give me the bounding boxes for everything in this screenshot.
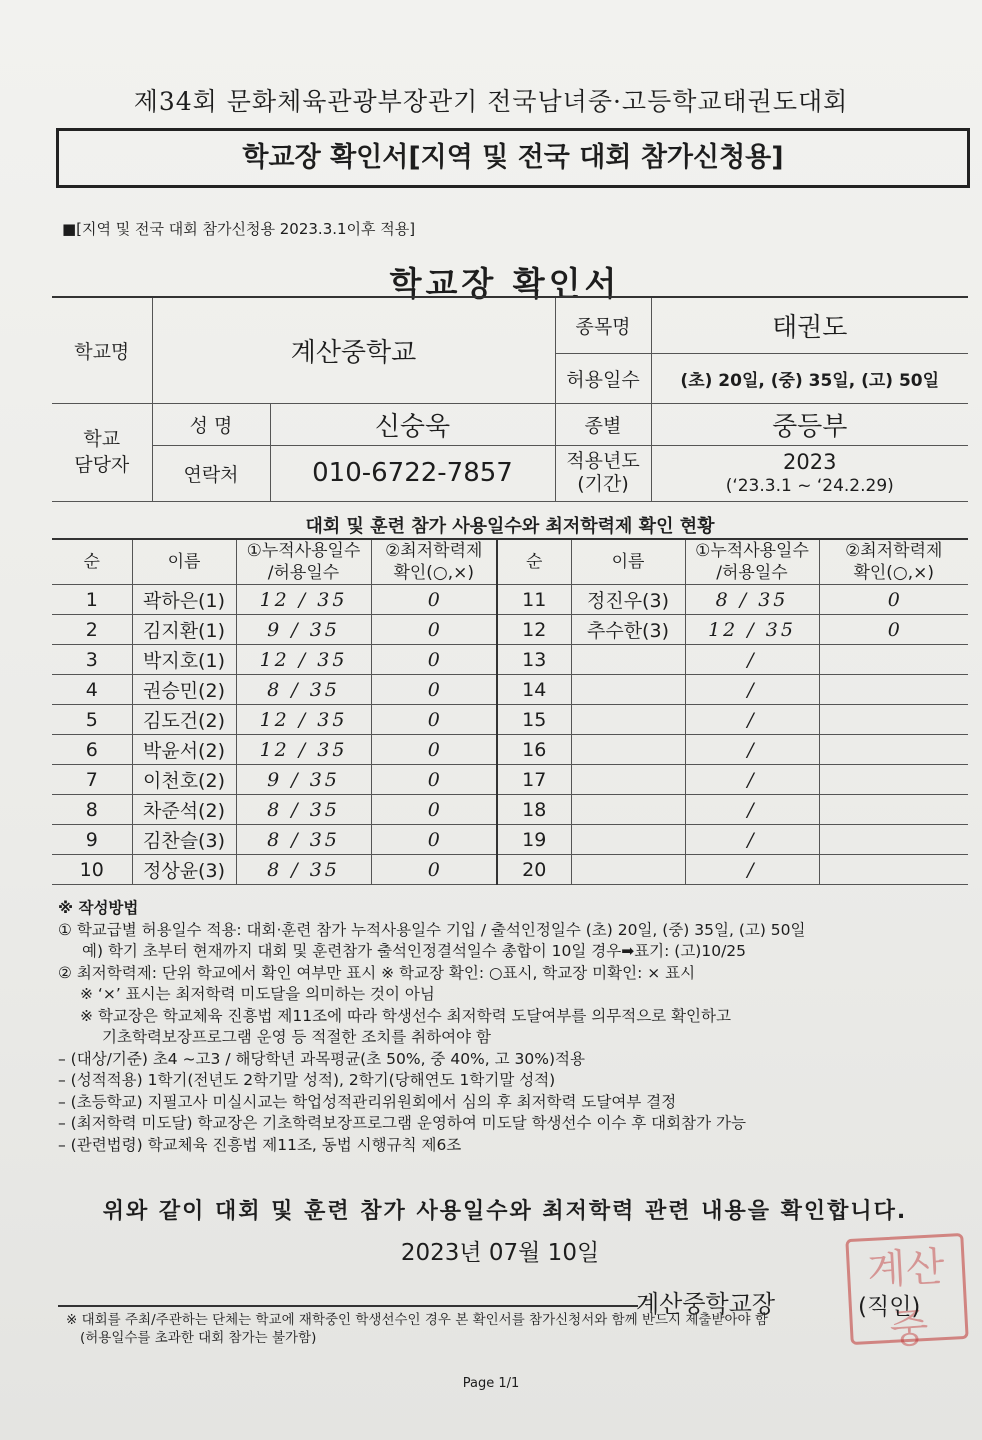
used-days: /: [685, 855, 819, 885]
allowed-days-label: 허용일수: [555, 353, 651, 403]
used-days: 9 / 35: [236, 615, 371, 645]
academic-check: 0: [819, 585, 968, 615]
used-days: /: [685, 765, 819, 795]
apply-note: ■[지역 및 전국 대회 참가신청용 2023.3.1이후 적용]: [62, 220, 416, 238]
used-days: /: [685, 735, 819, 765]
row-number: 15: [497, 705, 571, 735]
division-label: 종별: [555, 403, 651, 445]
table-row: [52, 855, 968, 885]
roster-title: 대회 및 훈련 참가 사용일수와 최저학력제 확인 현황: [305, 516, 715, 537]
used-days: 12 / 35: [685, 615, 819, 645]
row-number: 7: [52, 765, 132, 795]
athlete-name: [571, 645, 685, 675]
table-row: [52, 585, 968, 615]
header-name: 이름: [132, 539, 236, 585]
official-seal: 계산중: [845, 1233, 968, 1345]
academic-check: 0: [371, 765, 497, 795]
header-check: ②최저학력제 확인(○,×): [819, 539, 968, 585]
athlete-name: 이천호(2): [132, 765, 236, 795]
detail-5: – (관련법령) 학교체육 진흥법 제11조, 동법 시행규칙 제6조: [58, 1135, 462, 1154]
footnote-divider: [58, 1305, 638, 1307]
document-title: 학교장 확인서: [389, 264, 621, 303]
athlete-name: 박지호(1): [132, 645, 236, 675]
row-number: 16: [497, 735, 571, 765]
academic-check: [819, 735, 968, 765]
used-days: 8 / 35: [236, 855, 371, 885]
header-check: ②최저학력제 확인(○,×): [371, 539, 497, 585]
row-number: 11: [497, 585, 571, 615]
detail-2: – (성적적용) 1학기(전년도 2학기말 성적), 2학기(당해연도 1학기말 성적): [58, 1071, 556, 1089]
school-name-value: 계산중학교: [152, 297, 555, 403]
row-number: 18: [497, 795, 571, 825]
row-number: 8: [52, 795, 132, 825]
note-1b: 예) 학기 초부터 현재까지 대회 및 훈련참가 출석인정결석일수 총합이 10일 경우➡표기: (고)10/25: [82, 942, 747, 960]
row-number: 5: [52, 705, 132, 735]
issue-date: 2023년 07월 10일: [400, 1240, 600, 1266]
used-days: 12 / 35: [236, 735, 371, 765]
athlete-name: [571, 855, 685, 885]
athlete-roster-table: [52, 538, 968, 885]
row-number: 6: [52, 735, 132, 765]
year-label: 적용년도 (기간): [555, 445, 651, 501]
seal-note: (직인): [858, 1294, 921, 1320]
form-title-box: 학교장 확인서[지역 및 전국 대회 참가신청용]: [56, 128, 970, 188]
row-number: 20: [497, 855, 571, 885]
contact-value: 010-6722-7857: [270, 445, 555, 501]
division-value: 중등부: [651, 403, 968, 445]
note-3: ※ ‘×’ 표시는 최저학력 미도달을 의미하는 것이 아님: [80, 985, 435, 1003]
academic-check: [819, 855, 968, 885]
used-days: 9 / 35: [236, 765, 371, 795]
page-number: Page 1/1: [462, 1376, 520, 1391]
athlete-name: [571, 675, 685, 705]
used-days: 8 / 35: [236, 675, 371, 705]
athlete-name: 권승민(2): [132, 675, 236, 705]
athlete-name: 김찬슬(3): [132, 825, 236, 855]
athlete-name: 정진우(3): [571, 585, 685, 615]
academic-check: [819, 795, 968, 825]
row-number: 17: [497, 765, 571, 795]
academic-check: 0: [371, 735, 497, 765]
academic-check: 0: [371, 825, 497, 855]
footnote-line-1: ※ 대회를 주최/주관하는 단체는 학교에 재학중인 학생선수인 경우 본 확인서를 참가신청서와 함께 반드시 제출받아야 함: [66, 1312, 768, 1328]
row-number: 10: [52, 855, 132, 885]
detail-3: – (초등학교) 지필고사 미실시교는 학업성적관리위원회에서 심의 후 최저학력 도달여부 결정: [58, 1092, 677, 1111]
confirmation-statement: 위와 같이 대회 및 훈련 참가 사용일수와 최저학력 관련 내용을 확인합니다.: [102, 1199, 908, 1224]
header-no: 순: [497, 539, 571, 585]
athlete-name: [571, 705, 685, 735]
used-days: /: [685, 675, 819, 705]
table-row: [52, 645, 968, 675]
detail-4: – (최저학력 미도달) 학교장은 기초학력보장프로그램 운영하여 미도달 학생선수 이수 후 대회참가 가능: [58, 1114, 746, 1132]
table-row: [52, 705, 968, 735]
sport-value: 태권도: [651, 297, 968, 353]
academic-check: 0: [371, 645, 497, 675]
header-name: 이름: [571, 539, 685, 585]
notes-header: ※ 작성방법: [58, 899, 139, 917]
row-number: 14: [497, 675, 571, 705]
principal-title: 계산중학교장: [636, 1290, 776, 1318]
note-4a: ※ 학교장은 학교체육 진흥법 제11조에 따라 학생선수 최저학력 도달여부를 의무적으로 확인하고: [80, 1006, 731, 1025]
used-days: 8 / 35: [236, 795, 371, 825]
used-days: /: [685, 645, 819, 675]
header-no: 순: [52, 539, 132, 585]
footnote: [66, 1311, 966, 1347]
academic-check: 0: [371, 615, 497, 645]
athlete-name: 박윤서(2): [132, 735, 236, 765]
writing-instructions: [58, 898, 958, 1156]
staff-name-value: 신숭욱: [270, 403, 555, 445]
event-title: 제34회 문화체육관광부장관기 전국남녀중·고등학교태권도대회: [133, 87, 849, 116]
academic-check: 0: [819, 615, 968, 645]
academic-check: 0: [371, 855, 497, 885]
used-days: 12 / 35: [236, 645, 371, 675]
athlete-name: [571, 735, 685, 765]
athlete-name: 곽하은(1): [132, 585, 236, 615]
used-days: 8 / 35: [236, 825, 371, 855]
school-info-table: [52, 296, 968, 502]
staff-label: 학교 담당자: [52, 403, 152, 501]
academic-check: [819, 675, 968, 705]
athlete-name: [571, 795, 685, 825]
year-cell: [651, 445, 968, 501]
athlete-name: 김도건(2): [132, 705, 236, 735]
table-row: [52, 825, 968, 855]
row-number: 2: [52, 615, 132, 645]
header-days: ①누적사용일수 /허용일수: [236, 539, 371, 585]
row-number: 3: [52, 645, 132, 675]
sport-label: 종목명: [555, 297, 651, 353]
academic-check: [819, 825, 968, 855]
academic-check: 0: [371, 705, 497, 735]
header-days: ①누적사용일수 /허용일수: [685, 539, 819, 585]
row-number: 12: [497, 615, 571, 645]
period-value: (‘23.3.1 ~ ‘24.2.29): [725, 476, 894, 496]
used-days: /: [685, 795, 819, 825]
row-number: 1: [52, 585, 132, 615]
row-number: 4: [52, 675, 132, 705]
detail-1: – (대상/기준) 초4 ~고3 / 해당학년 과목평균(초 50%, 중 40%, 고 30%)적용: [58, 1049, 585, 1068]
athlete-name: 추수한(3): [571, 615, 685, 645]
note-2: ② 최저학력제: 단위 학교에서 확인 여부만 표시 ※ 학교장 확인: ○표시, 학교장 미확인: × 표시: [58, 963, 696, 982]
note-1a: ① 학교급별 허용일수 적용: 대회·훈련 참가 누적사용일수 기입 / 출석인정일수 (초) 20일, (중) 35일, (고) 50일: [58, 920, 806, 939]
academic-check: [819, 765, 968, 795]
table-row: [52, 795, 968, 825]
staff-name-label: 성 명: [152, 403, 270, 445]
roster-header-row: [52, 539, 968, 585]
note-4b: 기초학력보장프로그램 운영 등 적절한 조치를 취하여야 함: [102, 1028, 491, 1046]
academic-check: 0: [371, 795, 497, 825]
table-row: [52, 735, 968, 765]
row-number: 9: [52, 825, 132, 855]
school-name-label: 학교명: [52, 297, 152, 403]
allowed-days-value: (초) 20일, (중) 35일, (고) 50일: [651, 353, 968, 403]
footnote-line-2: (허용일수를 초과한 대회 참가는 불가함): [80, 1330, 317, 1346]
row-number: 13: [497, 645, 571, 675]
athlete-name: [571, 825, 685, 855]
athlete-name: 김지환(1): [132, 615, 236, 645]
academic-check: 0: [371, 675, 497, 705]
row-number: 19: [497, 825, 571, 855]
table-row: [52, 765, 968, 795]
academic-check: [819, 705, 968, 735]
used-days: /: [685, 705, 819, 735]
contact-label: 연락처: [152, 445, 270, 501]
used-days: /: [685, 825, 819, 855]
used-days: 12 / 35: [236, 705, 371, 735]
used-days: 8 / 35: [685, 585, 819, 615]
athlete-name: 차준석(2): [132, 795, 236, 825]
used-days: 12 / 35: [236, 585, 371, 615]
year-value: 2023: [783, 450, 837, 474]
athlete-name: 정상윤(3): [132, 855, 236, 885]
table-row: [52, 675, 968, 705]
academic-check: [819, 645, 968, 675]
academic-check: 0: [371, 585, 497, 615]
table-row: [52, 615, 968, 645]
athlete-name: [571, 765, 685, 795]
